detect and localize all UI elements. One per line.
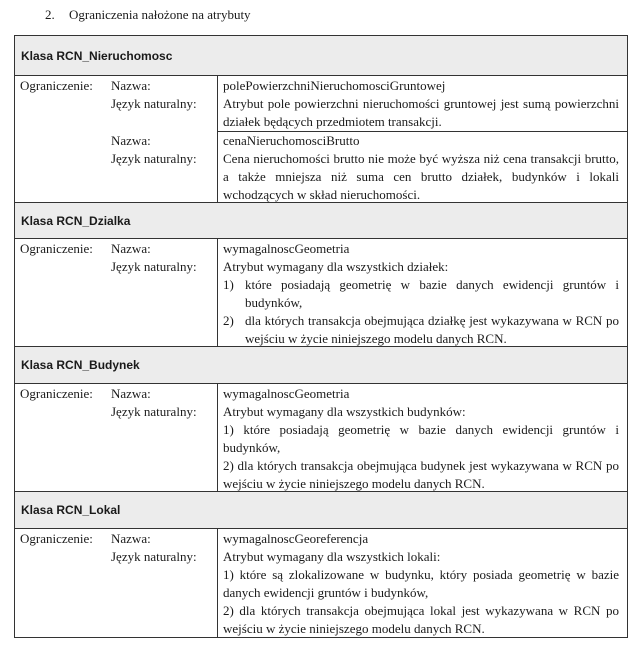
class-title: Klasa RCN_Lokal xyxy=(21,503,121,517)
name-label: Nazwa: xyxy=(111,241,151,256)
class-body-dzialka xyxy=(15,239,627,347)
constraint-label: Ograniczenie: xyxy=(20,241,93,256)
name-label: Nazwa: xyxy=(111,386,151,401)
list-number: 1) xyxy=(223,277,234,292)
heading-number: 2. xyxy=(45,7,55,22)
class-body-lokal xyxy=(15,529,627,637)
heading-text: Ograniczenia nałożone na atrybuty xyxy=(69,7,251,22)
class-title: Klasa RCN_Budynek xyxy=(21,358,140,372)
constraint-label: Ograniczenie: xyxy=(20,78,93,93)
class-header-budynek xyxy=(15,347,627,384)
attribute-description: Atrybut pole powierzchni nieruchomości gruntowej jest sumą powierzchni działek będących przedmiotem transakcji. xyxy=(223,96,619,129)
natural-language-label: Język naturalny: xyxy=(111,259,197,274)
attribute-name: wymagalnoscGeometria xyxy=(223,241,350,256)
attribute-name: polePowierzchniNieruchomosciGruntowej xyxy=(223,78,446,93)
section-heading xyxy=(45,6,251,24)
constraints-table xyxy=(14,35,628,638)
attribute-name: wymagalnoscGeometria xyxy=(223,386,350,401)
list-text: dla których transakcja obejmująca działkę jest wykazywana w RCN po wejściu w życie niniejszego modelu danych RCN. xyxy=(245,313,619,346)
name-label: Nazwa: xyxy=(111,531,151,546)
class-body-budynek xyxy=(15,384,627,492)
column-divider xyxy=(217,529,218,637)
list-item: 2) dla których transakcja obejmująca budynek jest wykazywana w RCN po wejściu w życie niniejszego modelu danych RCN. xyxy=(223,458,619,491)
natural-language-label: Język naturalny: xyxy=(111,151,197,166)
list-item xyxy=(223,276,619,312)
description-intro: Atrybut wymagany dla wszystkich budynków: xyxy=(223,404,466,419)
class-title: Klasa RCN_Nieruchomosc xyxy=(21,49,173,63)
column-divider xyxy=(217,76,218,202)
name-label: Nazwa: xyxy=(111,133,151,148)
attribute-name: cenaNieruchomosciBrutto xyxy=(223,133,360,148)
constraint-label: Ograniczenie: xyxy=(20,386,93,401)
description-intro: Atrybut wymagany dla wszystkich działek: xyxy=(223,259,449,274)
natural-language-label: Język naturalny: xyxy=(111,96,197,111)
class-header-nieruchomosc xyxy=(15,36,627,76)
class-header-lokal xyxy=(15,492,627,529)
class-title: Klasa RCN_Dzialka xyxy=(21,214,131,228)
natural-language-label: Język naturalny: xyxy=(111,549,197,564)
list-number: 2) xyxy=(223,313,234,328)
class-header-dzialka xyxy=(15,203,627,239)
description-intro: Atrybut wymagany dla wszystkich lokali: xyxy=(223,549,441,564)
list-item: 2) dla których transakcja obejmująca lokal jest wykazywana w RCN po wejściu w życie niniejszego modelu danych RCN. xyxy=(223,603,619,636)
attribute-description xyxy=(223,548,619,638)
list-item xyxy=(223,312,619,348)
list-item: 1) które są zlokalizowane w budynku, który posiada geometrię w bazie danych ewidencji gruntów i budynków, xyxy=(223,567,619,600)
attribute-description xyxy=(223,403,619,493)
name-label: Nazwa: xyxy=(111,78,151,93)
attribute-name: wymagalnoscGeoreferencja xyxy=(223,531,369,546)
column-divider xyxy=(217,384,218,491)
list-text: które posiadają geometrię w bazie danych ewidencji gruntów i budynków, xyxy=(245,277,619,310)
list-item: 1) które posiadają geometrię w bazie danych ewidencji gruntów i budynków, xyxy=(223,422,619,455)
constraint-label: Ograniczenie: xyxy=(20,531,93,546)
natural-language-label: Język naturalny: xyxy=(111,404,197,419)
attribute-description xyxy=(223,258,619,348)
attribute-description: Cena nieruchomości brutto nie może być wyższa niż cena transakcji brutto, a także mniejsza niż suma cen brutto działek, budynków i lokali wchodzących w skład nieruchomości. xyxy=(223,151,619,202)
class-body-nieruchomosc xyxy=(15,76,627,203)
column-divider xyxy=(217,239,218,346)
